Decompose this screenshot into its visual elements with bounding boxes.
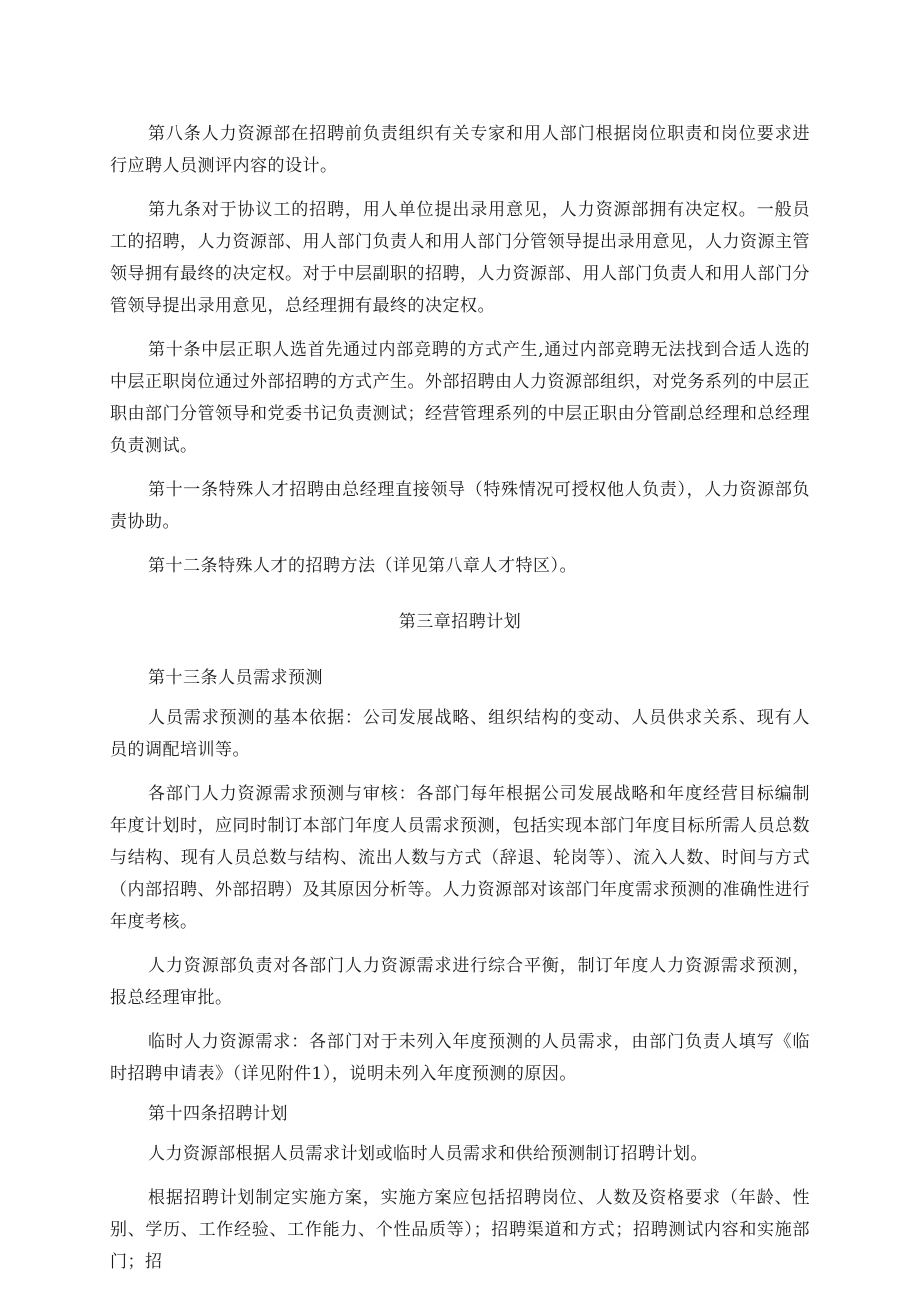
recruitment-plan-basis: 人力资源部根据人员需求计划或临时人员需求和供给预测制订招聘计划。 xyxy=(148,1144,708,1164)
implementation-plan: 根据招聘计划制定实施方案，实施方案应包括招聘岗位、人数及资格要求（年龄、性别、学历、工作经验、工作能力、个性品质等）；招聘渠道和方式；招聘测试内容和实施部门；招 xyxy=(110,1188,810,1272)
department-forecast-review: 各部门人力资源需求预测与审核：各部门每年根据公司发展战略和年度经营目标编制年度计划时，应同时制订本部门年度人员需求预测，包括实现本部门年度目标所需人员总数与结构、现有人员总数与结构、流出人数与方式（辞退、轮岗等）、流入人数、时间与方式（内部招聘、外部招聘）及其原因分析等。人力资源部对该部门年度需求预测的准确性进行年度考核。 xyxy=(110,784,810,932)
hr-balance-forecast: 人力资源部负责对各部门人力资源需求进行综合平衡，制订年度人力资源需求预测，报总经理审批。 xyxy=(110,956,810,1008)
chapter-heading: 第三章招聘计划 xyxy=(398,612,522,632)
article-12: 第十二条特殊人才的招聘方法（详见第八章人才特区）。 xyxy=(148,556,577,576)
article-9: 第九条对于协议工的招聘，用人单位提出录用意见，人力资源部拥有决定权。一般员工的招聘，人力资源部、用人部门负责人和用人部门分管领导提出录用意见，人力资源主管领导拥有最终的决定权。对于中层副职的招聘，人力资源部、用人部门负责人和用人部门分管领导提出录用意见，总经理拥有最终的决定权。 xyxy=(110,200,810,316)
article-10: 第十条中层正职人选首先通过内部竞聘的方式产生,通过内部竞聘无法找到合适人选的中层正职岗位通过外部招聘的方式产生。外部招聘由人力资源部组织，对党务系列的中层正职由部门分管领导和党委书记负责测试；经营管理系列的中层正职由分管副总经理和总经理负责测试。 xyxy=(110,340,810,456)
article-11: 第十一条特殊人才招聘由总经理直接领导（特殊情况可授权他人负责），人力资源部负责协助。 xyxy=(110,480,810,532)
article-14-title: 第十四条招聘计划 xyxy=(148,1104,288,1124)
article-13-title: 第十三条人员需求预测 xyxy=(148,668,323,688)
article-8: 第八条人力资源部在招聘前负责组织有关专家和用人部门根据岗位职责和岗位要求进行应聘人员测评内容的设计。 xyxy=(110,124,810,176)
document-body xyxy=(110,118,810,1278)
temporary-demand: 临时人力资源需求：各部门对于未列入年度预测的人员需求，由部门负责人填写《临时招聘申请表》（详见附件1），说明未列入年度预测的原因。 xyxy=(110,1032,810,1084)
demand-forecast-basis: 人员需求预测的基本依据：公司发展战略、组织结构的变动、人员供求关系、现有人员的调配培训等。 xyxy=(110,708,810,760)
